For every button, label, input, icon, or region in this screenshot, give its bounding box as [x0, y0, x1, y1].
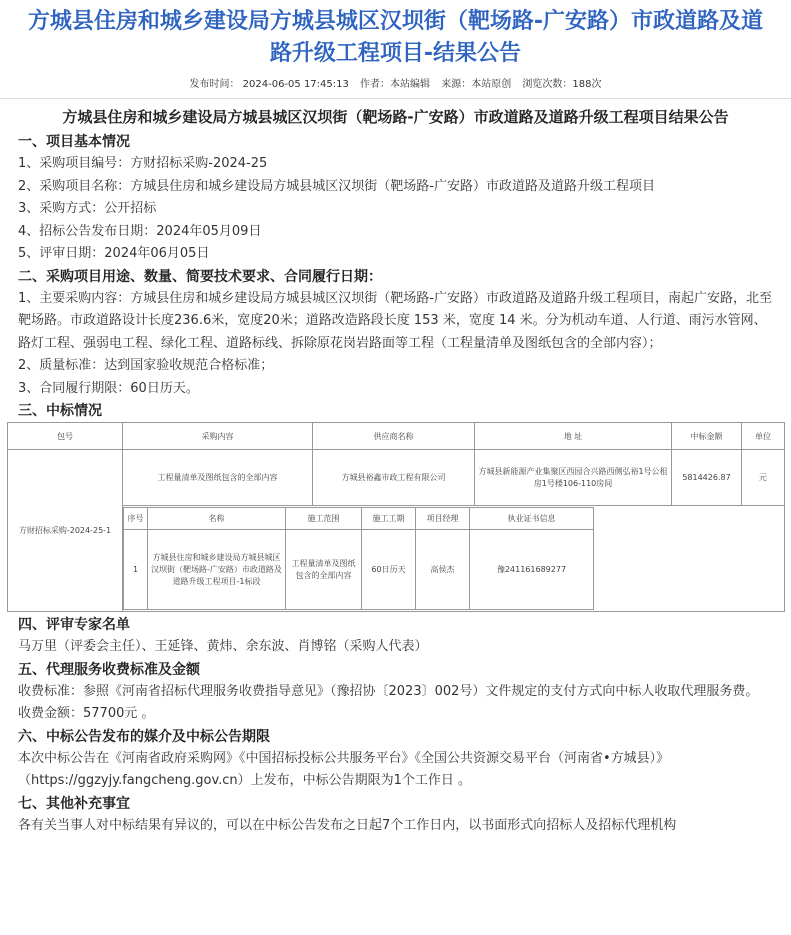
supplier-cell: 方城县裕鑫市政工程有限公司 [313, 450, 475, 506]
source: 来源：本站原创 [441, 79, 512, 90]
section2-content: 1、主要采购内容：方城县住房和城乡建设局方城县城区汉坝街（靶场路-广安路）市政道路及道路升级工程项目，南起广安路，北至靶场路。市政道路设计长度236.6米，宽度20米；道路改造路段长度 153 米，宽度 14 米。分为机动车道、人行道、雨污水管网、路灯工程、强弱电工程、绿化工程、道路标线、拆除原花岗岩路面等工程（工程量清单及图纸包含的全部内容）； [18, 290, 772, 351]
section2-heading: 二、采购项目用途、数量、简要技术要求、合同履行日期： [18, 268, 382, 285]
table-header: 中标金额 [672, 423, 742, 450]
section4-heading: 四、评审专家名单 [18, 617, 130, 633]
view-count: 浏览次数：188次 [522, 79, 602, 90]
publish-time: 发布时间： 2024-06-05 17:45:13 [189, 79, 349, 90]
section6-heading: 六、中标公告发布的媒介及中标公告期限 [18, 728, 270, 745]
page-title: 方城县住房和城乡建设局方城县城区汉坝街（靶场路-广安路）市政道路及道路升级工程项目-结果公告 [27, 9, 764, 66]
content-cell: 工程量清单及图纸包含的全部内容 [123, 450, 313, 506]
section1-line: 3、采购方式：公开招标 [18, 201, 157, 216]
divider [0, 98, 791, 99]
article-meta [0, 78, 791, 92]
table-header: 采购内容 [123, 423, 313, 450]
article-body [0, 131, 791, 837]
sub-license-cell: 豫241161689277 [470, 530, 594, 610]
section7-heading: 七、其他补充事宜 [18, 795, 130, 812]
sub-scope-cell: 工程量清单及图纸包含的全部内容 [286, 530, 362, 610]
sub-table-cell [123, 506, 785, 612]
bid-result-table [7, 422, 785, 612]
table-header-row [8, 423, 785, 450]
sub-table-header: 项目经理 [416, 508, 470, 530]
section4-content: 马万里（评委会主任）、王延锋、黄炜、余东波、肖博铭（采购人代表） [18, 639, 428, 654]
table-header: 包号 [8, 423, 123, 450]
sub-index-cell: 1 [124, 530, 148, 610]
package-cell: 方财招标采购-2024-25-1 [8, 450, 123, 612]
section1-line: 5、评审日期：2024年06月05日 [18, 246, 210, 261]
section1-line: 2、采购项目名称：方城县住房和城乡建设局方城县城区汉坝街（靶场路-广安路）市政道路及道路升级工程项目 [18, 178, 655, 194]
sub-table-header: 施工工期 [362, 508, 416, 530]
section7-content: 各有关当事人对中标结果有异议的，可以在中标公告发布之日起7个工作日内，以书面形式向招标人及招标代理机构 [18, 817, 677, 833]
sub-table-header: 名称 [148, 508, 286, 530]
section6-content: 本次中标公告在《河南省政府采购网》《中国招标投标公共服务平台》《全国公共资源交易平台（河南省•方城县）》（https://ggzyjy.fangcheng.gov.cn）上发布，中标公告期限为1个工作日 。 [18, 750, 670, 788]
sub-table-header: 施工范围 [286, 508, 362, 530]
sub-table-header-row [124, 508, 594, 530]
section2-period: 3、合同履行期限：60日历天。 [18, 380, 199, 396]
section5-heading: 五、代理服务收费标准及金额 [18, 661, 200, 678]
table-row [8, 450, 785, 506]
unit-cell: 元 [742, 450, 785, 506]
table-header: 地 址 [475, 423, 672, 450]
sub-table-header: 执业证书信息 [470, 508, 594, 530]
table-header: 单位 [742, 423, 785, 450]
sub-table-header: 序号 [124, 508, 148, 530]
section1-heading: 一、项目基本情况 [18, 134, 130, 150]
document-title: 方城县住房和城乡建设局方城县城区汉坝街（靶场路-广安路）市政道路及道路升级工程项目结果公告 [62, 108, 729, 126]
sub-table [123, 507, 594, 610]
table-header: 供应商名称 [313, 423, 475, 450]
address-cell: 方城县新能源产业集聚区西园合兴路西侧弘裕1号公租房1号楼106-110房间 [475, 450, 672, 506]
section5-amount: 收费金额：57700元 。 [18, 706, 155, 721]
section2-quality: 2、质量标准：达到国家验收规范合格标准； [18, 358, 274, 373]
section1-line: 1、采购项目编号：方财招标采购-2024-25 [18, 156, 268, 171]
sub-table-row [124, 530, 594, 610]
author: 作者：本站编辑 [360, 79, 431, 90]
sub-name-cell: 方城县住房和城乡建设局方城县城区汉坝街（靶场路-广安路）市政道路及道路升级工程项目-1标段 [148, 530, 286, 610]
amount-cell: 5814426.87 [672, 450, 742, 506]
section5-standard: 收费标准：参照《河南省招标代理服务收费指导意见》（豫招协〔2023〕002号）文件规定的支付方式向中标人收取代理服务费。 [18, 683, 759, 699]
section3-heading: 三、中标情况 [18, 403, 102, 419]
sub-period-cell: 60日历天 [362, 530, 416, 610]
table-row [8, 506, 785, 612]
sub-manager-cell: 高侯杰 [416, 530, 470, 610]
section1-line: 4、招标公告发布日期：2024年05月09日 [18, 223, 262, 239]
